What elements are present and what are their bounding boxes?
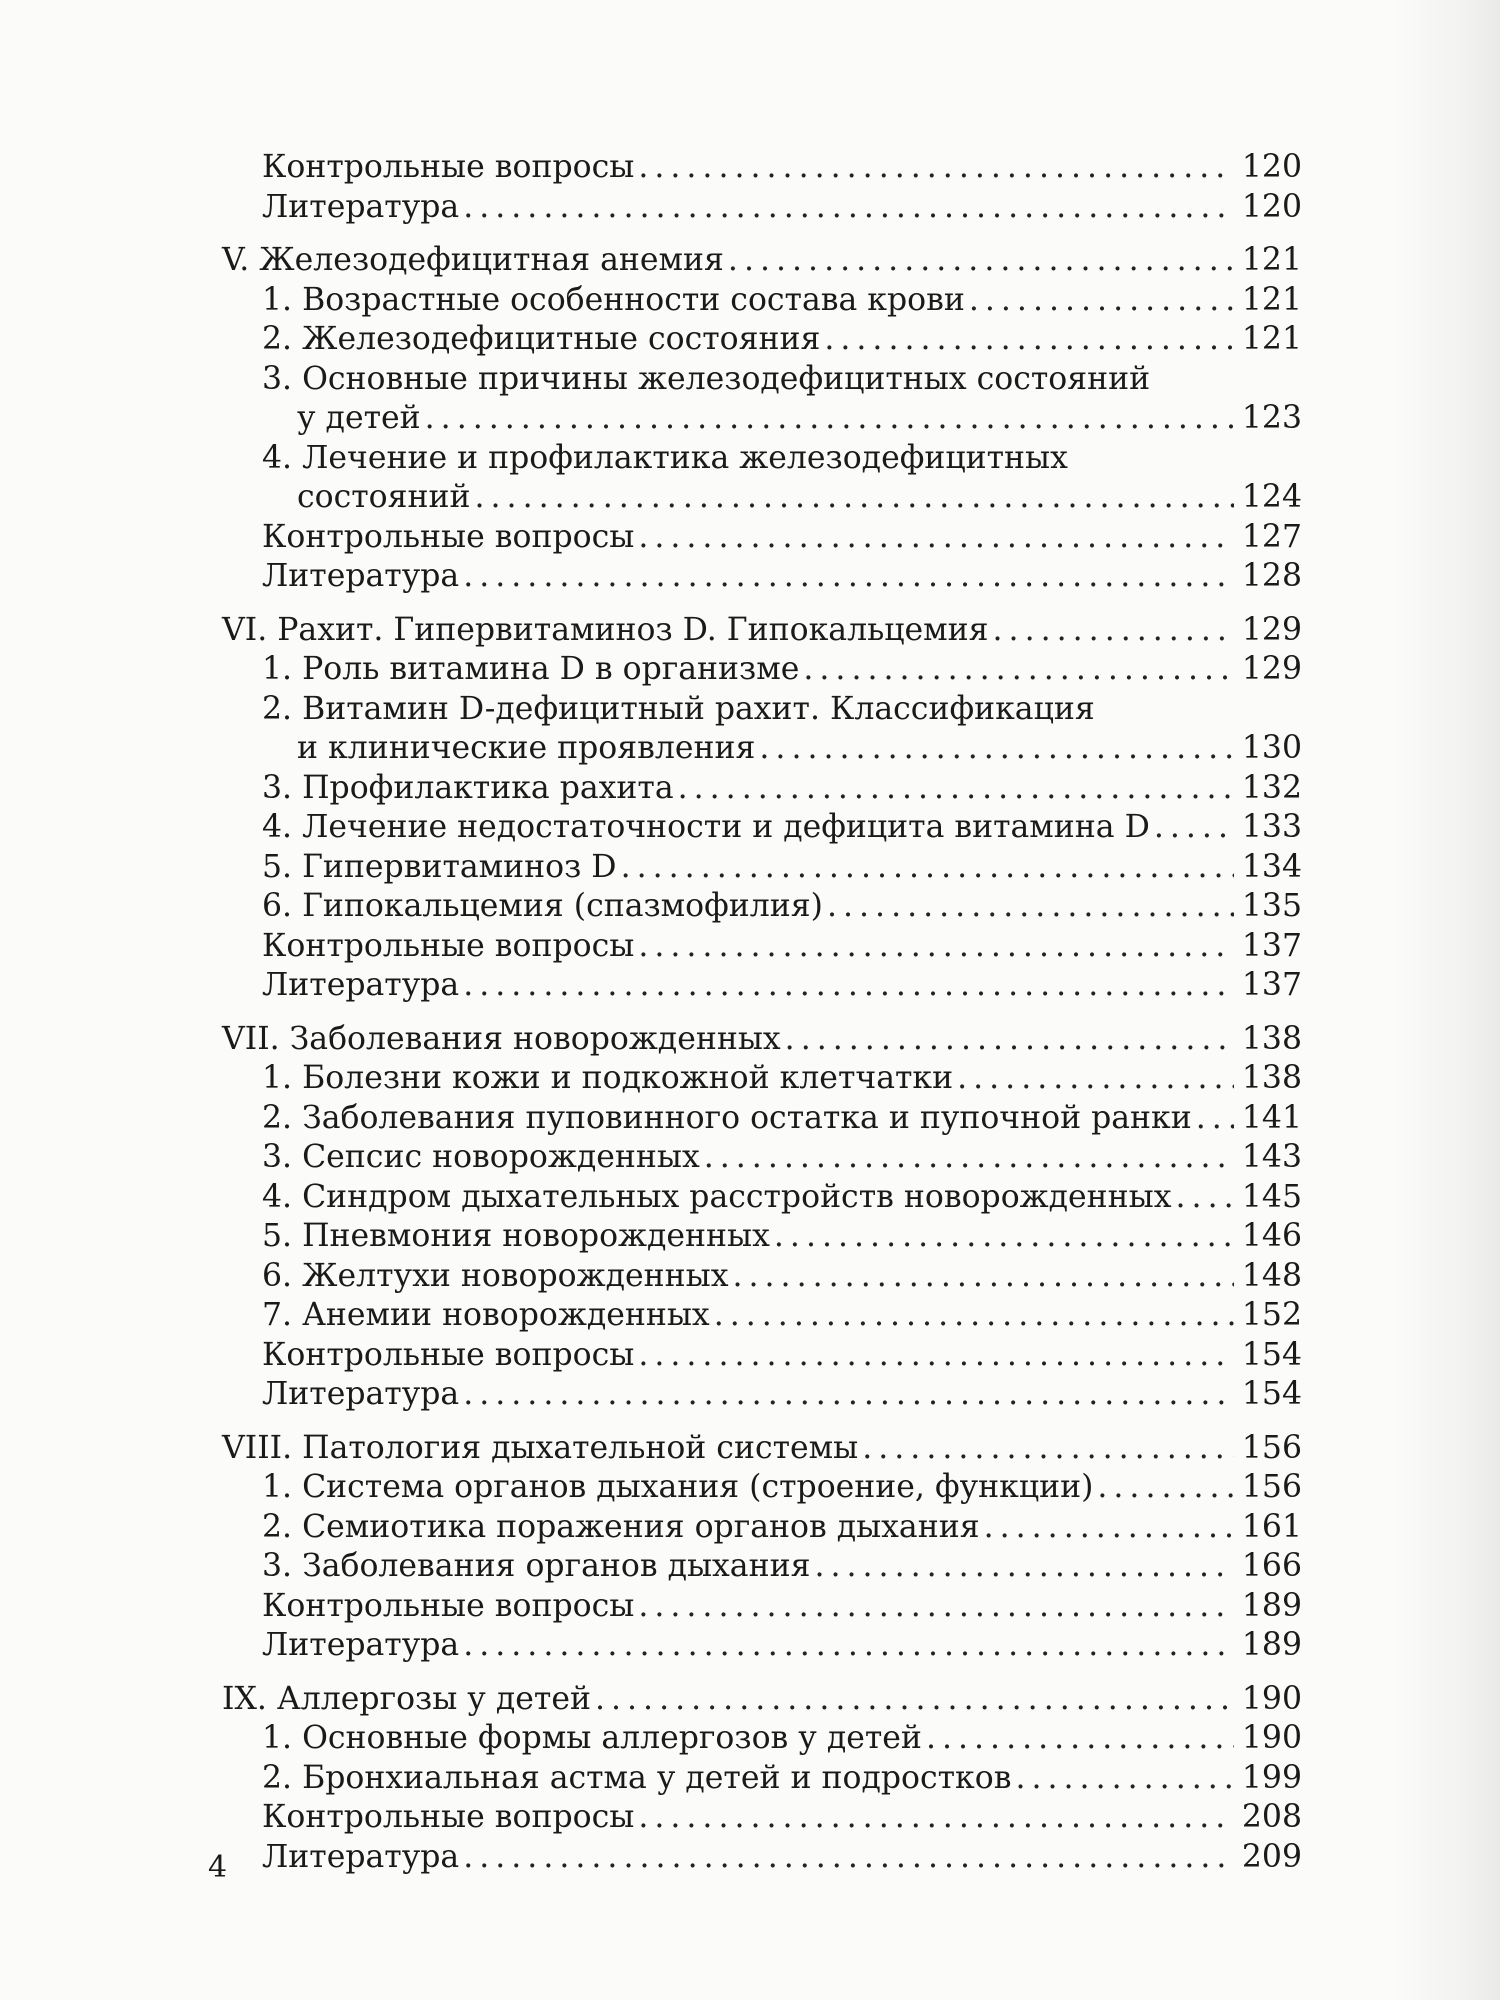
dot-leader: [1015, 1759, 1234, 1799]
dot-leader: [827, 887, 1234, 927]
toc-entry-page: 133: [1241, 809, 1302, 845]
toc-chapter-heading: [222, 241, 1302, 281]
toc-entry: [222, 848, 1302, 888]
dot-leader: [425, 399, 1234, 439]
toc-entry-page: 161: [1241, 1508, 1302, 1545]
toc-entry: [222, 1099, 1302, 1139]
toc-entry-page: 120: [1241, 188, 1302, 225]
toc-entry: [222, 887, 1302, 927]
toc-entry-title: Контрольные вопросы: [262, 1587, 635, 1624]
toc-entry: [222, 650, 1302, 690]
dot-leader: [638, 1587, 1234, 1627]
toc-entry-title: 3. Сепсис новорожденных: [262, 1139, 700, 1175]
toc-entry-title: 3. Основные причины железодефицитных состояний: [262, 360, 1151, 397]
dot-leader: [1176, 1178, 1234, 1218]
dot-leader: [926, 1719, 1234, 1759]
toc-entry-title: Литература: [262, 558, 460, 594]
toc-entry: [222, 1587, 1302, 1627]
dot-leader: [463, 557, 1234, 597]
dot-leader: [824, 320, 1234, 360]
dot-leader: [475, 478, 1235, 518]
toc-entry-title: 1. Роль витамина D в организме: [262, 651, 800, 687]
dot-leader: [463, 1375, 1234, 1415]
toc-entry-page: 138: [1241, 1060, 1302, 1096]
toc-entry: [222, 1719, 1302, 1759]
toc-entry-title: 2. Витамин D-дефицитный рахит. Классификация: [262, 690, 1095, 727]
toc-entry-title: 1. Болезни кожи и подкожной клетчатки: [262, 1060, 954, 1096]
toc-entry-title: Литература: [262, 1838, 460, 1875]
toc-section: [222, 1680, 1302, 1878]
dot-leader: [638, 1798, 1234, 1838]
toc-entry: [222, 1217, 1302, 1257]
spine-shadow: [1390, 0, 1500, 2000]
toc-entry-page: 146: [1241, 1218, 1302, 1254]
toc-entry: [222, 1336, 1302, 1376]
toc-entry-page: 152: [1241, 1297, 1302, 1333]
toc-entry-page: 134: [1241, 848, 1302, 885]
toc-entry-page: 128: [1241, 558, 1302, 594]
dot-leader: [463, 1838, 1234, 1878]
dot-leader: [621, 848, 1234, 888]
toc-entry-title: Контрольные вопросы: [262, 1336, 635, 1373]
toc-entry-page: 121: [1241, 281, 1302, 318]
toc-entry: [222, 1468, 1302, 1508]
toc-entry-page: 156: [1241, 1429, 1302, 1466]
toc-entry: [222, 188, 1302, 228]
toc-entry: [222, 1296, 1302, 1336]
toc-entry: [222, 148, 1302, 188]
toc-entry-title: Контрольные вопросы: [262, 927, 635, 964]
toc-chapter-heading: [222, 611, 1302, 651]
toc-entry: [222, 1375, 1302, 1415]
toc-entry: [222, 1059, 1302, 1099]
toc-entry-title: 1. Возрастные особенности состава крови: [262, 281, 965, 318]
toc-entry-title: 1. Основные формы аллергозов у детей: [262, 1720, 922, 1756]
dot-leader: [638, 927, 1234, 967]
toc-entry-title: VIII. Патология дыхательной системы: [222, 1429, 859, 1466]
toc-entry: [222, 769, 1302, 809]
toc-entry-page: 137: [1241, 927, 1302, 964]
dot-leader: [957, 1059, 1234, 1099]
toc-entry-page: 143: [1241, 1139, 1302, 1175]
dot-leader: [638, 148, 1234, 188]
toc-entry-title: Литература: [262, 1376, 460, 1412]
toc-entry-page: 137: [1241, 967, 1302, 1003]
dot-leader: [862, 1429, 1234, 1469]
toc-entry-title: 2. Семиотика поражения органов дыхания: [262, 1508, 980, 1545]
dot-leader: [803, 650, 1234, 690]
toc-entry: [222, 1257, 1302, 1297]
dot-leader: [759, 729, 1234, 769]
toc-entry-title: 1. Система органов дыхания (строение, функции): [262, 1469, 1094, 1505]
toc-entry-page: 138: [1241, 1020, 1302, 1057]
toc-section: [222, 1020, 1302, 1415]
dot-leader: [463, 1626, 1234, 1666]
table-of-contents: [222, 148, 1302, 1891]
toc-entry-page: 154: [1241, 1336, 1302, 1373]
toc-chapter-heading: [222, 1020, 1302, 1060]
toc-entry: [222, 1838, 1302, 1878]
toc-section: [222, 611, 1302, 1006]
dot-leader: [678, 769, 1234, 809]
toc-entry-page: 124: [1241, 479, 1302, 515]
toc-entry: [222, 1508, 1302, 1548]
toc-entry-title: 5. Пневмония новорожденных: [262, 1218, 770, 1254]
toc-entry: [222, 1759, 1302, 1799]
toc-entry-title-continuation: и клинические проявления: [297, 730, 756, 766]
toc-entry-title: 7. Анемии новорожденных: [262, 1297, 710, 1333]
toc-entry-page: 190: [1241, 1680, 1302, 1717]
dot-leader: [984, 1508, 1234, 1548]
toc-entry-page: 135: [1241, 888, 1302, 924]
toc-entry-title: 6. Гипокальцемия (спазмофилия): [262, 888, 823, 924]
toc-entry-page: 156: [1241, 1469, 1302, 1505]
dot-leader: [1196, 1099, 1234, 1139]
dot-leader: [774, 1217, 1234, 1257]
toc-entry-title: 2. Железодефицитные состояния: [262, 321, 821, 357]
dot-leader: [969, 281, 1234, 321]
toc-entry: [222, 1547, 1302, 1587]
toc-entry-title: IX. Аллергозы у детей: [222, 1680, 591, 1717]
toc-entry-title: Контрольные вопросы: [262, 518, 635, 555]
toc-entry-title: 4. Синдром дыхательных расстройств новорожденных: [262, 1178, 1172, 1215]
toc-entry-title: VI. Рахит. Гипервитаминоз D. Гипокальцемия: [222, 611, 989, 648]
toc-entry: [222, 690, 1302, 769]
toc-entry-page: 145: [1241, 1178, 1302, 1215]
toc-entry-page: 123: [1241, 400, 1302, 436]
toc-entry-page: 121: [1241, 321, 1302, 357]
dot-leader: [714, 1296, 1234, 1336]
dot-leader: [785, 1020, 1234, 1060]
toc-entry: [222, 360, 1302, 439]
toc-entry-title: Литература: [262, 1627, 460, 1663]
dot-leader: [993, 611, 1234, 651]
toc-entry: [222, 1178, 1302, 1218]
toc-section: [222, 241, 1302, 597]
toc-entry: [222, 966, 1302, 1006]
toc-entry-page: 121: [1241, 242, 1302, 278]
dot-leader: [728, 241, 1234, 281]
toc-entry: [222, 439, 1302, 518]
toc-entry-page: 199: [1241, 1759, 1302, 1796]
toc-entry-title: 3. Заболевания органов дыхания: [262, 1548, 811, 1584]
toc-entry: [222, 518, 1302, 558]
dot-leader: [638, 518, 1234, 558]
toc-entry-title: Контрольные вопросы: [262, 1799, 635, 1835]
toc-entry-title: Контрольные вопросы: [262, 149, 635, 185]
toc-entry: [222, 557, 1302, 597]
dot-leader: [1154, 808, 1234, 848]
toc-entry-page: 189: [1241, 1587, 1302, 1624]
toc-entry-page: 208: [1241, 1799, 1302, 1835]
toc-entry-page: 141: [1241, 1099, 1302, 1136]
dot-leader: [814, 1547, 1234, 1587]
toc-entry: [222, 1626, 1302, 1666]
toc-section: [222, 148, 1302, 227]
toc-entry-title: 2. Заболевания пуповинного остатка и пупочной ранки: [262, 1099, 1192, 1136]
toc-entry-page: 148: [1241, 1257, 1302, 1294]
toc-entry: [222, 281, 1302, 321]
toc-entry-title: 3. Профилактика рахита: [262, 769, 674, 806]
toc-entry-title: 2. Бронхиальная астма у детей и подростков: [262, 1759, 1012, 1796]
toc-entry-page: 132: [1241, 769, 1302, 806]
dot-leader: [463, 966, 1234, 1006]
toc-entry-page: 209: [1241, 1838, 1302, 1875]
toc-entry-title: 4. Лечение и профилактика железодефицитных: [262, 439, 1068, 476]
toc-entry-page: 120: [1241, 149, 1302, 185]
toc-entry-title-continuation: состояний: [297, 479, 471, 515]
dot-leader: [463, 188, 1234, 228]
dot-leader: [595, 1680, 1234, 1720]
toc-entry-page: 190: [1241, 1720, 1302, 1756]
toc-entry-title: Литература: [262, 188, 460, 225]
dot-leader: [732, 1257, 1234, 1297]
toc-entry-title: 4. Лечение недостаточности и дефицита витамина D: [262, 809, 1150, 845]
toc-entry-title: VII. Заболевания новорожденных: [222, 1020, 781, 1057]
dot-leader: [704, 1138, 1234, 1178]
toc-entry: [222, 1138, 1302, 1178]
toc-entry-page: 129: [1241, 651, 1302, 687]
toc-entry-title: 6. Желтухи новорожденных: [262, 1257, 729, 1294]
toc-entry-title-continuation: у детей: [297, 400, 421, 436]
toc-entry-page: 129: [1241, 611, 1302, 648]
toc-entry-title: 5. Гипервитаминоз D: [262, 848, 617, 885]
toc-chapter-heading: [222, 1429, 1302, 1469]
toc-section: [222, 1429, 1302, 1666]
toc-chapter-heading: [222, 1680, 1302, 1720]
dot-leader: [638, 1336, 1234, 1376]
toc-entry-page: 154: [1241, 1376, 1302, 1412]
dot-leader: [1097, 1468, 1234, 1508]
toc-entry-page: 127: [1241, 518, 1302, 555]
toc-entry-page: 166: [1241, 1548, 1302, 1584]
toc-entry: [222, 320, 1302, 360]
page-number: 4: [208, 1850, 228, 1885]
toc-entry-page: 189: [1241, 1627, 1302, 1663]
toc-entry: [222, 808, 1302, 848]
toc-entry-title: V. Железодефицитная анемия: [222, 242, 724, 278]
toc-entry: [222, 927, 1302, 967]
toc-entry-title: Литература: [262, 967, 460, 1003]
toc-entry: [222, 1798, 1302, 1838]
toc-entry-page: 130: [1241, 730, 1302, 766]
